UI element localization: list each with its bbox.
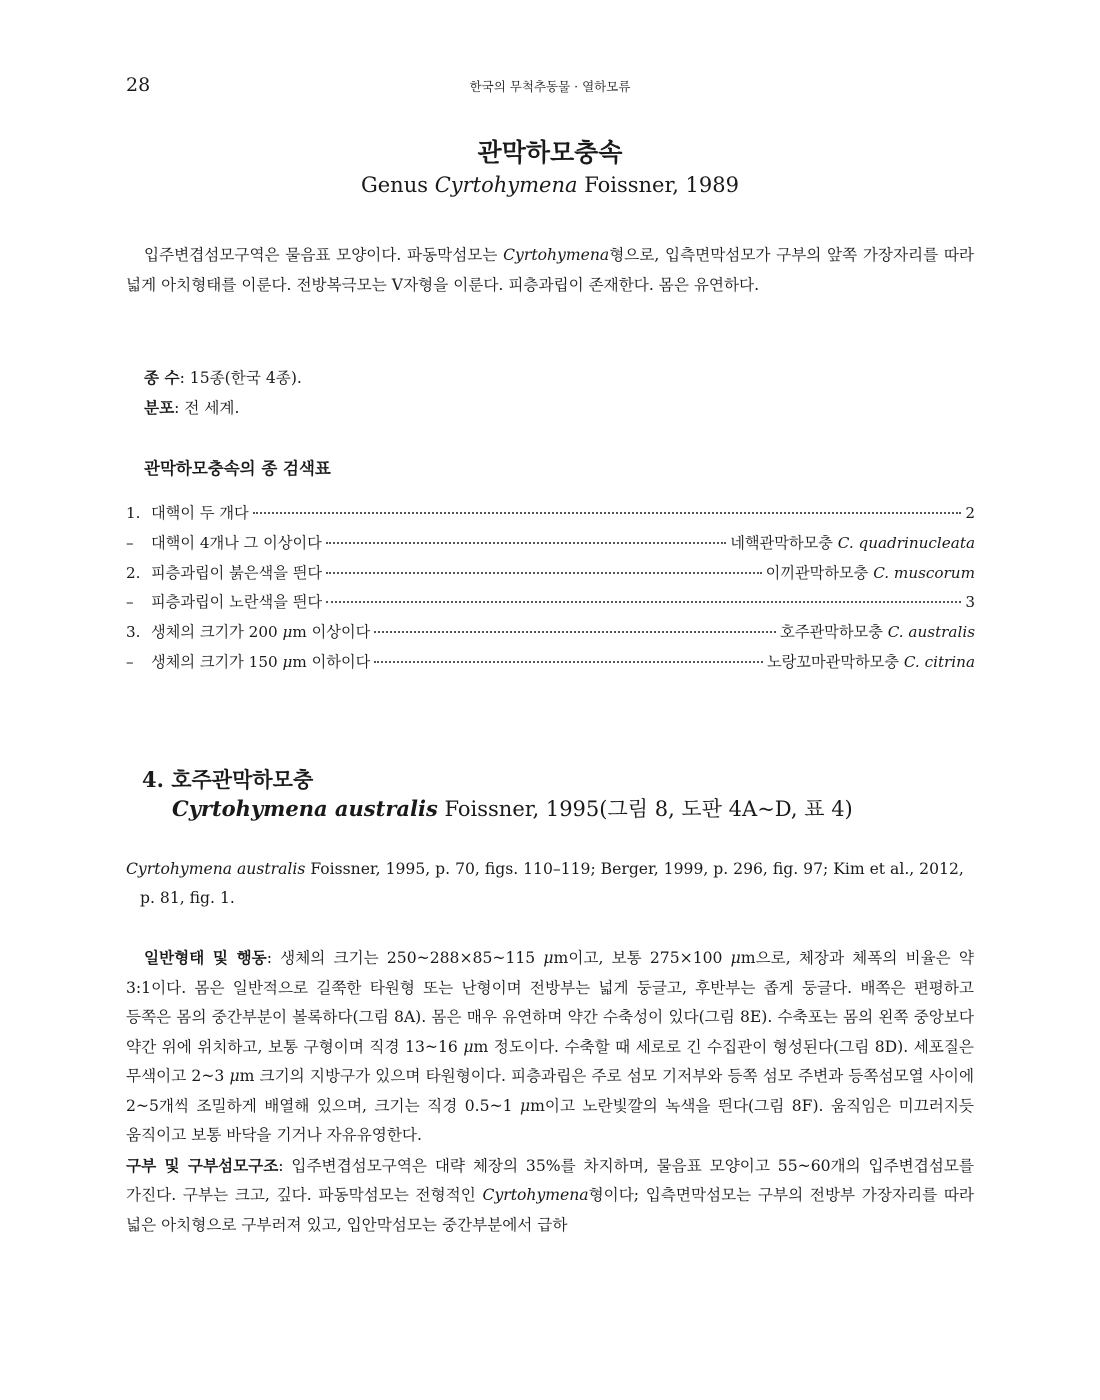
- key-row: 3. 생체의 크기가 200 μm 이상이다 호주관막하모충 C. australis: [126, 623, 975, 642]
- general-morphology-paragraph: 일반형태 및 행동: 생체의 크기는 250~288×85~115 μm이고, 보통 275×100 μm으로, 체장과 체폭의 비율은 약 3:1이다. 몸은 일반적으로 길쭉한 타원형 또는 난형이며 전방부는 넓게 둥글고, 후반부는 좁게 둥글다. 배쪽은 편평하고 등쪽은 몸의 중간부분이 볼록하다(그림 8A). 몸은 매우 유연하며 약간 수축성이 있다(그림 8E). 수축포는 몸의 왼쪽 중앙보다 약간 위에 위치하고, 보통 구형이며 직경 13~16 μm 정도이다. 수축할 때 세로로 긴 수집관이 형성된다(그림 8D). 세포질은 무색이고 2~3 μm 크기의 지방구가 있으며 타원형이다. 피층과립은 주로 섬모 기저부와 등쪽 섬모 주변과 등쪽섬모열 사이에 2~5개씩 조밀하게 배열해 있으며, 크기는 직경 0.5~1 μm이고 노란빛깔의 녹색을 띈다(그림 8F). 움직임은 미끄러지듯 움직이고 보통 바닥을 기거나 자유유영한다. 구부 및 구부섬모구조: 입주변겹섬모구역은 대략 체장의 35%를 차지하며, 물음표 모양이고 55~60개의 입주변겹섬모를 가진다. 구부는 크고, 깊다. 파동막섬모는 전형적인 Cyrtohymena형이다; 입측면막섬모는 구부의 전방부 가장자리를 따라 넓은 아치형으로 구부러져 있고, 입안막섬모는 중간부분에서 급하: [126, 948, 975, 1234]
- species-scientific-name: Cyrtohymena australis Foissner, 1995(그림 8, 도판 4A~D, 표 4): [172, 796, 853, 821]
- key-row: – 생체의 크기가 150 μm 이하이다 노랑꼬마관막하모충 C. citrina: [126, 652, 975, 671]
- page-number: 28: [126, 74, 151, 96]
- key-title: 관막하모충속의 종 검색표: [144, 459, 331, 478]
- genus-description: 입주변겹섬모구역은 물음표 모양이다. 파동막섬모는 Cyrtohymena형으로, 입측면막섬모가 구부의 앞쪽 가장자리를 따라 넓게 아치형태를 이룬다. 전방복극모는 V자형을 이룬다. 피층과립이 존재한다. 몸은 유연하다.: [126, 246, 974, 294]
- key-row: – 피층과립이 노란색을 띈다 3: [126, 593, 975, 612]
- species-count: 종 수: 15종(한국 4종).: [144, 368, 302, 387]
- species-heading: 4. 호주관막하모충: [142, 767, 314, 792]
- running-title: 한국의 무척추동물 · 열하모류: [469, 79, 631, 94]
- distribution: 분포: 전 세계.: [144, 398, 240, 417]
- key-row: – 대핵이 4개나 그 이상이다 네핵관막하모충 C. quadrinucleata: [126, 533, 975, 552]
- synonymy: Cyrtohymena australis Foissner, 1995, p. 70, figs. 110–119; Berger, 1999, p. 296, fig. 97; Kim et al., 2012, p. 81, fig. 1.: [126, 860, 964, 907]
- genus-title-ko: 관막하모충속: [477, 138, 623, 167]
- key-row: 2. 피층과립이 붉은색을 띈다 이끼관막하모충 C. muscorum: [126, 563, 975, 582]
- species-key: [126, 502, 975, 681]
- genus-title-en: Genus Cyrtohymena Foissner, 1989: [360, 173, 740, 197]
- key-row: 1. 대핵이 두 개다 2: [126, 504, 975, 522]
